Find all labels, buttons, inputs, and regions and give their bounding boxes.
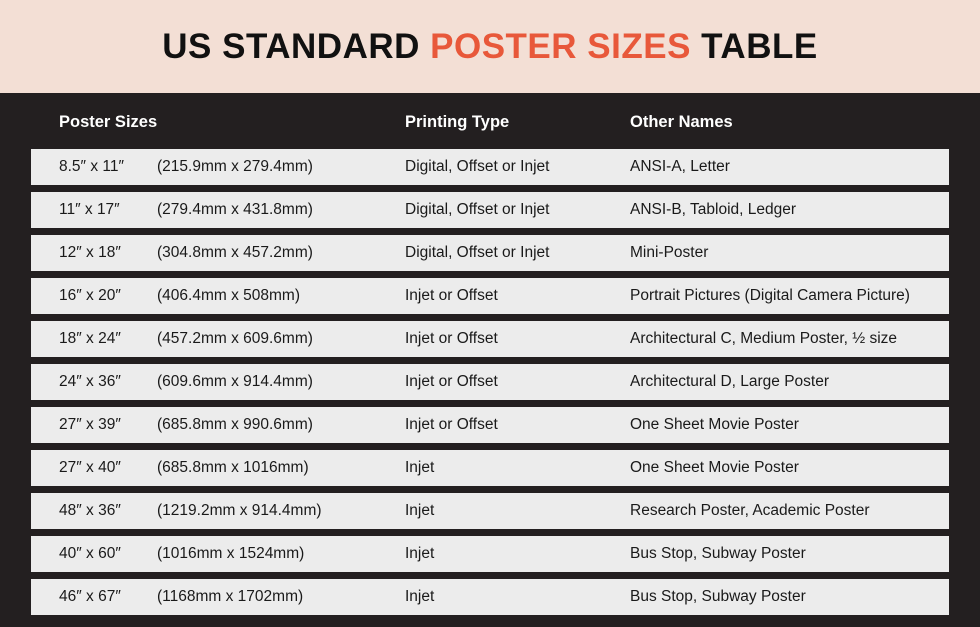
other-names-cell: One Sheet Movie Poster [630,416,799,433]
table-body [31,149,949,622]
table-row [31,149,949,185]
size-cell: 16″ x 20″ [59,287,121,304]
table-row [31,450,949,486]
metric-size-cell: (406.4mm x 508mm) [157,287,300,304]
column-header-poster-sizes: Poster Sizes [59,113,158,131]
other-names-cell: Architectural C, Medium Poster, ½ size [630,330,898,347]
other-names-cell: Research Poster, Academic Poster [630,502,870,519]
other-names-cell: ANSI-A, Letter [630,158,730,175]
size-cell: 12″ x 18″ [59,244,121,261]
column-header-printing-type: Printing Type [405,113,510,131]
printing-type-cell: Injet [405,459,435,476]
metric-size-cell: (685.8mm x 1016mm) [157,459,309,476]
other-names-cell: Mini-Poster [630,244,709,261]
metric-size-cell: (609.6mm x 914.4mm) [157,373,313,390]
table-row [31,278,949,314]
title-part-1: US STANDARD [162,27,431,66]
title-accent: POSTER SIZES [430,27,691,66]
table-row [31,579,949,615]
other-names-cell: Portrait Pictures (Digital Camera Picture) [630,287,910,304]
table-row [31,192,949,228]
printing-type-cell: Injet [405,545,435,562]
size-cell: 11″ x 17″ [59,201,120,218]
title-part-2: TABLE [690,27,818,66]
metric-size-cell: (1219.2mm x 914.4mm) [157,502,322,519]
metric-size-cell: (1016mm x 1524mm) [157,545,305,562]
other-names-cell: One Sheet Movie Poster [630,459,799,476]
table-row [31,493,949,529]
printing-type-cell: Digital, Offset or Injet [405,201,550,218]
table-row [31,536,949,572]
table-row [31,364,949,400]
table-row [31,407,949,443]
column-header-other-names: Other Names [630,113,733,131]
printing-type-cell: Digital, Offset or Injet [405,244,550,261]
printing-type-cell: Injet [405,502,435,519]
size-cell: 40″ x 60″ [59,545,121,562]
printing-type-cell: Injet [405,588,435,605]
table-row [31,321,949,357]
page-title [162,29,817,64]
size-cell: 24″ x 36″ [59,373,121,390]
metric-size-cell: (457.2mm x 609.6mm) [157,330,313,347]
metric-size-cell: (685.8mm x 990.6mm) [157,416,313,433]
other-names-cell: Bus Stop, Subway Poster [630,545,806,562]
title-banner [0,0,980,93]
size-cell: 8.5″ x 11″ [59,158,124,175]
printing-type-cell: Injet or Offset [405,330,498,347]
other-names-cell: Architectural D, Large Poster [630,373,830,390]
metric-size-cell: (279.4mm x 431.8mm) [157,201,313,218]
size-cell: 27″ x 39″ [59,416,121,433]
metric-size-cell: (1168mm x 1702mm) [157,588,304,605]
printing-type-cell: Digital, Offset or Injet [405,158,550,175]
other-names-cell: ANSI-B, Tabloid, Ledger [630,201,797,218]
metric-size-cell: (304.8mm x 457.2mm) [157,244,313,261]
printing-type-cell: Injet or Offset [405,287,498,304]
size-cell: 18″ x 24″ [59,330,121,347]
printing-type-cell: Injet or Offset [405,373,498,390]
table-row [31,235,949,271]
size-cell: 46″ x 67″ [59,588,121,605]
metric-size-cell: (215.9mm x 279.4mm) [157,158,313,175]
printing-type-cell: Injet or Offset [405,416,498,433]
size-cell: 48″ x 36″ [59,502,121,519]
other-names-cell: Bus Stop, Subway Poster [630,588,806,605]
poster-sizes-table [0,96,980,627]
size-cell: 27″ x 40″ [59,459,121,476]
